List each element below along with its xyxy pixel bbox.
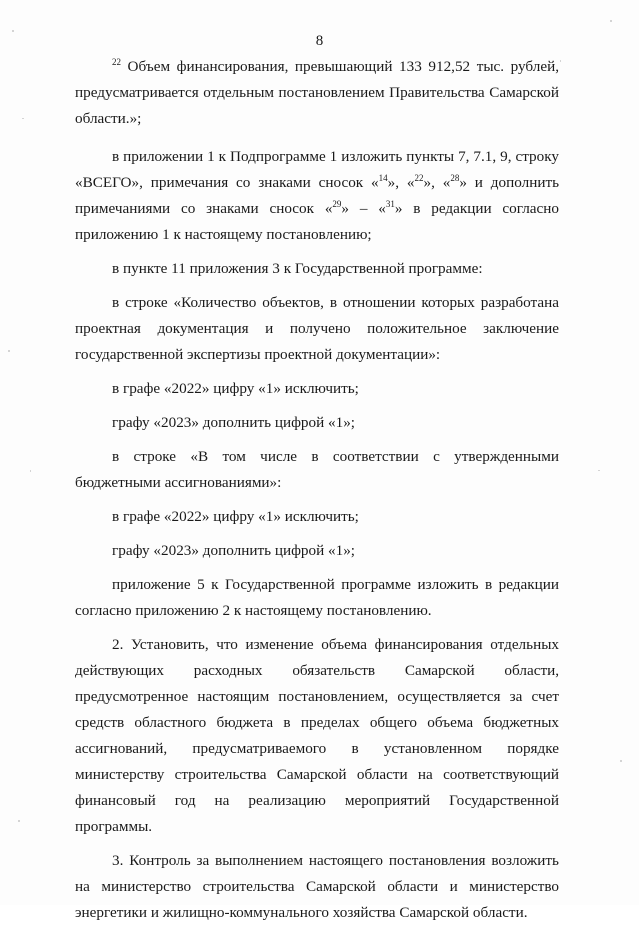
- scan-speck: [610, 20, 612, 22]
- footnote-ref: 14: [378, 172, 388, 183]
- scan-speck: [18, 820, 20, 822]
- scan-speck: [8, 350, 10, 352]
- document-body: [75, 54, 559, 926]
- paragraph-column-2023-b: графу «2023» дополнить цифрой «1»;: [112, 542, 356, 559]
- paragraph-clause-2: 2. Установить, что изменение объема финансирования отдельных действующих расходных обязательств Самарской области, предусмотренное настоящим постановлением, осуществляется за счет средств областного бюджета в пределах общего объема бюджетных ассигнований, предусматриваемого в установленном порядке министерству строительства Самарской области на соответствующий финансовый год на реализацию мероприятий Государственной программы.: [75, 636, 559, 835]
- footnote-ref: 22: [414, 172, 424, 183]
- paragraph-column-2022-b: в графе «2022» цифру «1» исключить;: [112, 508, 359, 525]
- paragraph-appendix-1: [75, 144, 559, 248]
- paragraph-text: », «: [423, 174, 451, 191]
- paragraph-text: » в редакции согласно приложению 1 к настоящему постановлению;: [75, 200, 559, 243]
- footnote-marker: 22: [112, 56, 121, 67]
- footnote-ref: 31: [385, 198, 395, 209]
- scan-speck: [12, 30, 14, 32]
- page-number: 8: [315, 33, 324, 49]
- paragraph-appendix-5: приложение 5 к Государственной программе изложить в редакции согласно приложению 2 к настоящему постановлению.: [75, 576, 559, 619]
- paragraph-row-objects: в строке «Количество объектов, в отношении которых разработана проектная документация и получено положительное заключение государственной экспертизы проектной документации»:: [75, 294, 559, 363]
- paragraph-row-budget: в строке «В том числе в соответствии с утвержденными бюджетными ассигнованиями»:: [75, 448, 559, 491]
- paragraph-clause-3: 3. Контроль за выполнением настоящего постановления возложить на министерство строительства Самарской области и министерство энергетики и жилищно-коммунального хозяйства Самарской области.: [75, 852, 559, 921]
- footnote-ref: 28: [450, 172, 460, 183]
- paragraph-item-11: в пункте 11 приложения 3 к Государственной программе:: [112, 260, 483, 277]
- paragraph-text: » и дополнить примечаниями со знаками сносок «: [75, 174, 560, 217]
- paragraph-column-2022: в графе «2022» цифру «1» исключить;: [112, 380, 359, 397]
- footnote-text: Объем финансирования, превышающий 133 912,52 тыс. рублей, предусматривается отдельным постановлением Правительства Самарской области.»;: [75, 58, 559, 127]
- paragraph-text: в приложении 1 к Подпрограмме 1 изложить пункты 7, 7.1, 9, строку «ВСЕГО», примечания со знаками сносок «: [75, 148, 559, 191]
- scan-speck: [620, 760, 622, 762]
- scan-speck: [30, 470, 31, 472]
- scan-speck: [560, 60, 561, 62]
- paragraph-text: » – «: [341, 200, 386, 217]
- paragraph-text: », «: [387, 174, 415, 191]
- scan-speck: [598, 470, 600, 471]
- footnote-ref: 29: [332, 198, 342, 209]
- footnote-paragraph: [75, 54, 559, 132]
- paragraph-column-2023: графу «2023» дополнить цифрой «1»;: [112, 414, 356, 431]
- scan-speck: [22, 118, 24, 119]
